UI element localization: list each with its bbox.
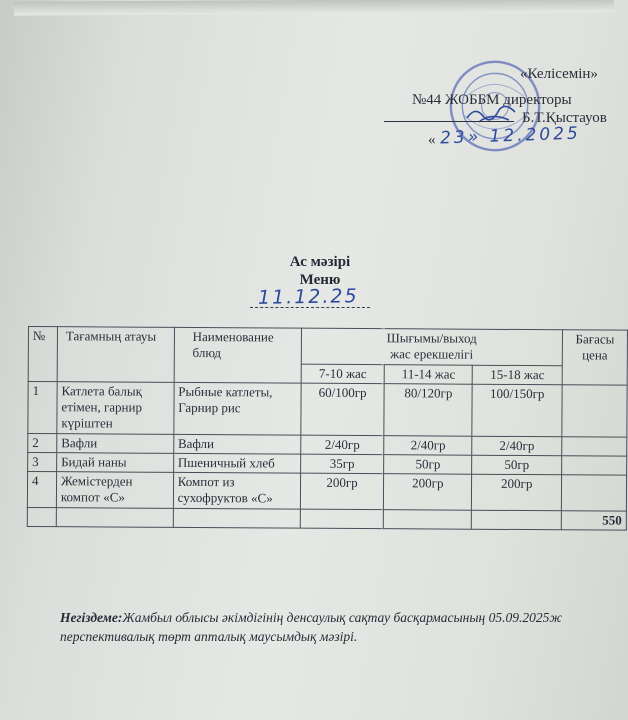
row-age-7-10: 200гр xyxy=(300,473,384,510)
menu-date: 11.12.25 xyxy=(257,285,359,309)
approval-name: Б.Т.Қыстауов xyxy=(522,110,607,126)
row-age-7-10: 60/100гр xyxy=(300,383,384,436)
header-age-11-14: 11-14 жас xyxy=(385,365,473,385)
footer-basis-text: Жамбыл облысы әкімдігінің денсаулық сақтау басқармасының 05.09.2025ж перспективалық төрт апталық маусымдық мәзірі. xyxy=(60,610,562,644)
row-age-15-18: 2/40гр xyxy=(472,436,562,456)
approval-agreed: «Келісемін» xyxy=(520,66,598,82)
row-dish-ru: Пшеничный хлеб xyxy=(173,453,300,473)
row-dish-ru: Рыбные катлеты, Гарнир рис xyxy=(174,382,301,435)
row-num: 2 xyxy=(28,434,57,453)
row-age-11-14: 80/120гр xyxy=(384,384,472,437)
footer-basis-label: Негіздеме: xyxy=(60,610,123,625)
row-price xyxy=(562,456,627,475)
signature-mark xyxy=(465,98,520,128)
approval-director: №44 ЖОББМ директоры xyxy=(412,92,572,108)
header-age-15-18: 15-18 жас xyxy=(472,365,562,385)
header-dish-ru: Наименование блюд xyxy=(174,327,301,383)
row-age-7-10: 35гр xyxy=(300,454,384,474)
row-age-15-18: 200гр xyxy=(472,474,562,511)
header-age-7-10: 7-10 жас xyxy=(301,364,385,384)
row-num: 3 xyxy=(28,453,57,472)
row-num: 1 xyxy=(28,382,57,434)
footer-basis xyxy=(60,608,600,646)
row-age-15-18: 100/150гр xyxy=(472,384,562,437)
row-dish-kz: Жемістерден компот «С» xyxy=(56,472,173,509)
header-age-group: жас ерекшелігі xyxy=(390,346,474,362)
header-output-label: Шығымы/выход xyxy=(386,330,477,346)
menu-table xyxy=(27,326,628,531)
total-price: 550 xyxy=(561,511,626,530)
page-fold xyxy=(14,0,614,16)
row-dish-kz: Катлета балық етімен, гарнир күріштен xyxy=(57,382,174,435)
row-age-15-18: 50гр xyxy=(472,455,562,475)
table-total-row xyxy=(27,507,626,530)
row-num: 4 xyxy=(27,472,56,508)
header-price: Бағасы цена xyxy=(562,330,627,385)
signature-line xyxy=(384,121,514,122)
header-dish-kz: Тағамның атауы xyxy=(57,327,174,383)
menu-title-kz: Ас мәзірі xyxy=(289,254,351,270)
row-dish-ru: Вафли xyxy=(173,434,300,454)
table-row xyxy=(27,472,626,512)
menu-date-underline xyxy=(250,307,370,308)
row-price xyxy=(562,385,627,437)
row-age-11-14: 200гр xyxy=(384,474,472,511)
row-price xyxy=(562,437,627,456)
row-price xyxy=(561,475,626,511)
approval-date-quote: « xyxy=(428,132,436,148)
row-dish-kz: Бидай наны xyxy=(57,453,174,473)
row-age-11-14: 2/40гр xyxy=(384,436,472,456)
header-num: № xyxy=(28,327,57,382)
row-dish-kz: Вафли xyxy=(57,434,174,454)
approval-date: 23» 12.2025 xyxy=(439,123,582,149)
row-age-7-10: 2/40гр xyxy=(300,435,384,455)
header-output xyxy=(301,328,563,366)
menu-title-ru: Меню xyxy=(299,272,341,288)
row-age-11-14: 50гр xyxy=(384,455,472,475)
row-dish-ru: Компот из сухофруктов «С» xyxy=(173,472,300,509)
table-row xyxy=(28,382,627,438)
